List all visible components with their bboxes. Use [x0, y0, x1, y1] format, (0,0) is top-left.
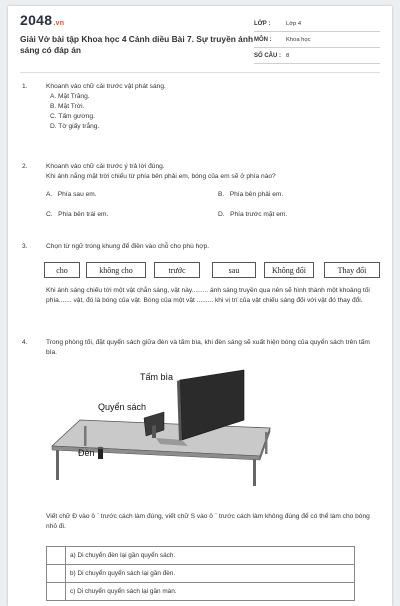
question-number: 3.: [22, 243, 28, 250]
fill-in-paragraph: Khi ánh sáng chiếu tới một vật chắn sáng, vật này......... ánh sáng truyền qua nên sẽ hình thành một khoảng tối phía....... vật, đó là bóng của vật. Bóng của một vật ......... khi vị trí của vật chiếu sáng đối với vật đó thay đổi.: [46, 287, 370, 304]
question-number: 4.: [22, 339, 28, 346]
question-text: Trong phòng tối, đặt quyển sách giữa đèn và tấm bìa, khi đèn sáng sẽ xuất hiện bóng của quyển sách trên tấm bìa.: [46, 339, 370, 356]
table-leg: [84, 426, 87, 446]
site-logo[interactable]: [20, 12, 64, 28]
word-box[interactable]: cho: [44, 262, 80, 278]
word-box[interactable]: Không đổi: [264, 262, 314, 278]
question-text: Khoanh vào chữ cái trước ý trả lời đúng.: [46, 163, 165, 170]
page-title: Giải Vở bài tập Khoa học 4 Cánh diều Bài 7. Sự truyền ánh sáng có đáp án: [20, 34, 254, 55]
answer-box[interactable]: [47, 547, 66, 565]
shadow-experiment-figure: [48, 368, 278, 490]
word-box[interactable]: không cho: [86, 262, 146, 278]
meta-row-subject: [254, 32, 380, 48]
option-text: Phía bên trái em.: [58, 211, 109, 218]
option-b[interactable]: [218, 190, 283, 200]
header-divider: [20, 72, 380, 73]
choice-text: c) Di chuyển quyển sách lại gần màn.: [66, 583, 355, 601]
meta-value: 8: [286, 52, 290, 59]
lamp-label: Đèn: [78, 448, 95, 458]
question-number: 1.: [22, 83, 28, 90]
table-leg: [253, 459, 256, 486]
word-box[interactable]: sau: [212, 262, 256, 278]
word-bank: [44, 262, 374, 278]
question-text: Chọn từ ngữ trong khung để điền vào chỗ cho phù hợp.: [46, 243, 210, 250]
meta-row-count: [254, 48, 380, 64]
option-c[interactable]: [46, 210, 108, 220]
logo-text: 2048: [20, 12, 53, 28]
meta-key: MÔN :: [254, 36, 272, 43]
question-number: 2.: [22, 163, 28, 170]
meta-info: [254, 16, 380, 64]
option-letter: A.: [46, 191, 53, 198]
question-text: Khoanh vào chữ cái trước vật phát sáng.: [46, 83, 166, 90]
option-letter: B.: [218, 191, 225, 198]
table-row: [47, 565, 355, 583]
meta-key: SỐ CÂU :: [254, 52, 281, 59]
option-letter: D.: [218, 211, 225, 218]
instruction-text: Viết chữ Đ vào ô ¨ trước cách làm đúng, viết chữ S vào ô ¨ trước cách làm không đúng để có thể làm cho bóng nhỏ đi.: [46, 513, 370, 530]
table-leg: [265, 432, 268, 454]
table-row: [47, 547, 355, 565]
board-label: Tấm bìa: [140, 372, 174, 382]
answer-box[interactable]: [47, 583, 66, 601]
option-d[interactable]: [218, 210, 287, 220]
meta-value: Khoa học: [286, 36, 311, 43]
logo-suffix: .vn: [53, 20, 65, 27]
option-text: Phía trước mặt em.: [230, 211, 288, 218]
option-text: Phía bên phải em.: [229, 191, 284, 198]
option-b[interactable]: B. Mặt Trời.: [50, 103, 85, 110]
option-a[interactable]: [46, 190, 97, 200]
choice-text: a) Di chuyển đèn lại gần quyển sách.: [66, 547, 355, 565]
question-subtext: Khi ánh nắng mặt trời chiếu từ phía bên phải em, bóng của em sẽ ở phía nào?: [46, 173, 276, 180]
meta-row-class: [254, 16, 380, 32]
option-text: Phía sau em.: [57, 191, 97, 198]
true-false-table: [46, 546, 355, 601]
table-leg: [56, 450, 59, 480]
word-box[interactable]: Thay đổi: [324, 262, 380, 278]
option-c[interactable]: C. Tấm gương.: [50, 113, 95, 120]
book-label: Quyển sách: [98, 402, 147, 412]
lamp-top: [98, 447, 104, 450]
meta-key: LỚP :: [254, 20, 271, 27]
worksheet-page: [8, 6, 392, 606]
lamp-shape: [98, 448, 103, 459]
option-letter: C.: [46, 211, 53, 218]
meta-value: Lớp 4: [286, 20, 302, 27]
choice-text: b) Di chuyển quyển sách lại gần đèn.: [66, 565, 355, 583]
book-stand: [152, 425, 156, 438]
option-d[interactable]: D. Tờ giấy trắng.: [50, 123, 100, 130]
option-a[interactable]: A. Mặt Trăng.: [50, 93, 90, 100]
table-row: [47, 583, 355, 601]
word-box[interactable]: trước: [154, 262, 200, 278]
answer-box[interactable]: [47, 565, 66, 583]
